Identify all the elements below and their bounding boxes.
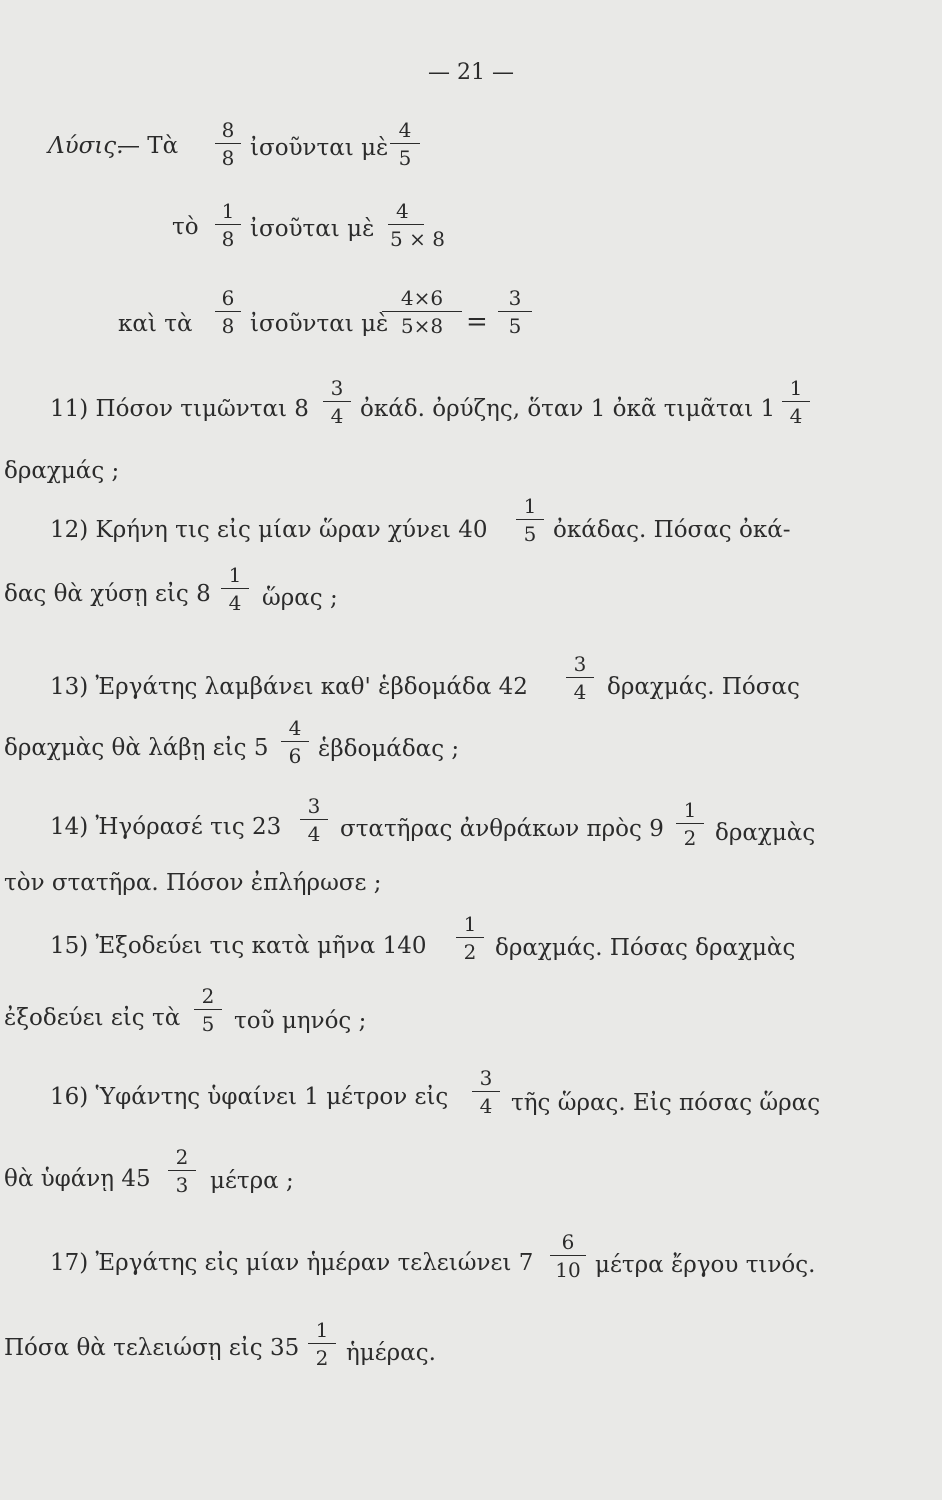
problem-14-text: 14) Ἠγόρασέ τις 23 — [50, 814, 282, 840]
problem-14-text: δραχμὰς — [715, 820, 816, 846]
problem-16-text: θὰ ὑφάνῃ 45 — [4, 1166, 151, 1192]
fraction: 2 3 — [168, 1147, 196, 1195]
fraction: 4 5 — [390, 120, 420, 168]
fraction: 6 10 — [550, 1232, 586, 1280]
fraction: 4 6 — [281, 718, 309, 766]
problem-16-text: μέτρα ; — [210, 1168, 294, 1194]
fraction: 3 4 — [323, 378, 351, 426]
problem-13-text: ἑβδομάδας ; — [318, 736, 460, 762]
problem-14-text: τὸν στατῆρα. Πόσον ἐπλήρωσε ; — [4, 870, 382, 896]
problem-12-text: ὥρας ; — [262, 585, 338, 611]
problem-15-text: τοῦ μηνός ; — [234, 1008, 367, 1034]
fraction: 1 2 — [308, 1320, 336, 1368]
problem-12-text: ὀκάδας. Πόσας ὀκά- — [553, 517, 791, 543]
solution-label: Λύσις. — [48, 133, 124, 159]
problem-11-text: 11) Πόσον τιμῶνται 8 — [50, 396, 309, 422]
page-number: — 21 — — [428, 60, 514, 85]
problem-17-text: μέτρα ἔργου τινός. — [595, 1252, 816, 1278]
solution-line3-prefix: καὶ τὰ — [118, 311, 193, 337]
problem-12-text: δας θὰ χύσῃ εἰς 8 — [4, 581, 211, 607]
solution-line1-prefix: — Τὰ — [117, 133, 179, 159]
fraction: 3 5 — [498, 288, 532, 336]
problem-15-text: 15) Ἐξοδεύει τις κατὰ μῆνα 140 — [50, 933, 427, 959]
fraction: 6 8 — [215, 288, 241, 336]
fraction: 4 5 × 8 — [390, 199, 445, 251]
fraction: 1 2 — [456, 914, 484, 962]
problem-12-text: 12) Κρήνη τις εἰς μίαν ὥραν χύνει 40 — [50, 517, 488, 543]
problem-14-text: στατῆρας ἀνθράκων πρὸς 9 — [340, 816, 664, 842]
solution-line3-mid: ἰσοῦνται μὲ — [250, 311, 389, 337]
solution-line2-mid: ἰσοῦται μὲ — [250, 216, 375, 242]
fraction: 1 2 — [676, 800, 704, 848]
fraction: 1 5 — [516, 496, 544, 544]
problem-15-text: ἐξοδεύει εἰς τὰ — [4, 1005, 181, 1031]
problem-16-text: τῆς ὥρας. Εἰς πόσας ὥρας — [511, 1090, 821, 1116]
fraction: 4×6 5×8 — [382, 288, 462, 336]
fraction: 1 4 — [221, 565, 249, 613]
solution-line1-mid: ἰσοῦνται μὲ — [250, 135, 389, 161]
problem-13-text: δραχμάς. Πόσας — [607, 674, 800, 700]
fraction: 3 4 — [300, 796, 328, 844]
fraction: 1 4 — [782, 378, 810, 426]
problem-16-text: 16) Ὑφάντης ὑφαίνει 1 μέτρον εἰς — [50, 1084, 449, 1110]
fraction: 2 5 — [194, 986, 222, 1034]
problem-17-text: Πόσα θὰ τελειώσῃ εἰς 35 — [4, 1335, 300, 1361]
problem-17-text: ἡμέρας. — [346, 1340, 436, 1366]
problem-15-text: δραχμάς. Πόσας δραχμὰς — [495, 935, 796, 961]
problem-13-text: δραχμὰς θὰ λάβῃ εἰς 5 — [4, 735, 269, 761]
solution-line2-prefix: τὸ — [172, 214, 199, 240]
fraction: 3 4 — [566, 654, 594, 702]
problem-13-text: 13) Ἐργάτης λαμβάνει καθ' ἑβδομάδα 42 — [50, 674, 528, 700]
problem-11-text: ὀκάδ. ὀρύζης, ὅταν 1 ὀκᾶ τιμᾶται 1 — [360, 396, 776, 422]
problem-11-text: δραχμάς ; — [4, 458, 120, 484]
equals-sign: = — [466, 307, 488, 337]
fraction: 1 8 — [215, 201, 241, 249]
problem-17-text: 17) Ἐργάτης εἰς μίαν ἡμέραν τελειώνει 7 — [50, 1250, 534, 1276]
fraction: 8 8 — [215, 120, 241, 168]
fraction: 3 4 — [472, 1068, 500, 1116]
